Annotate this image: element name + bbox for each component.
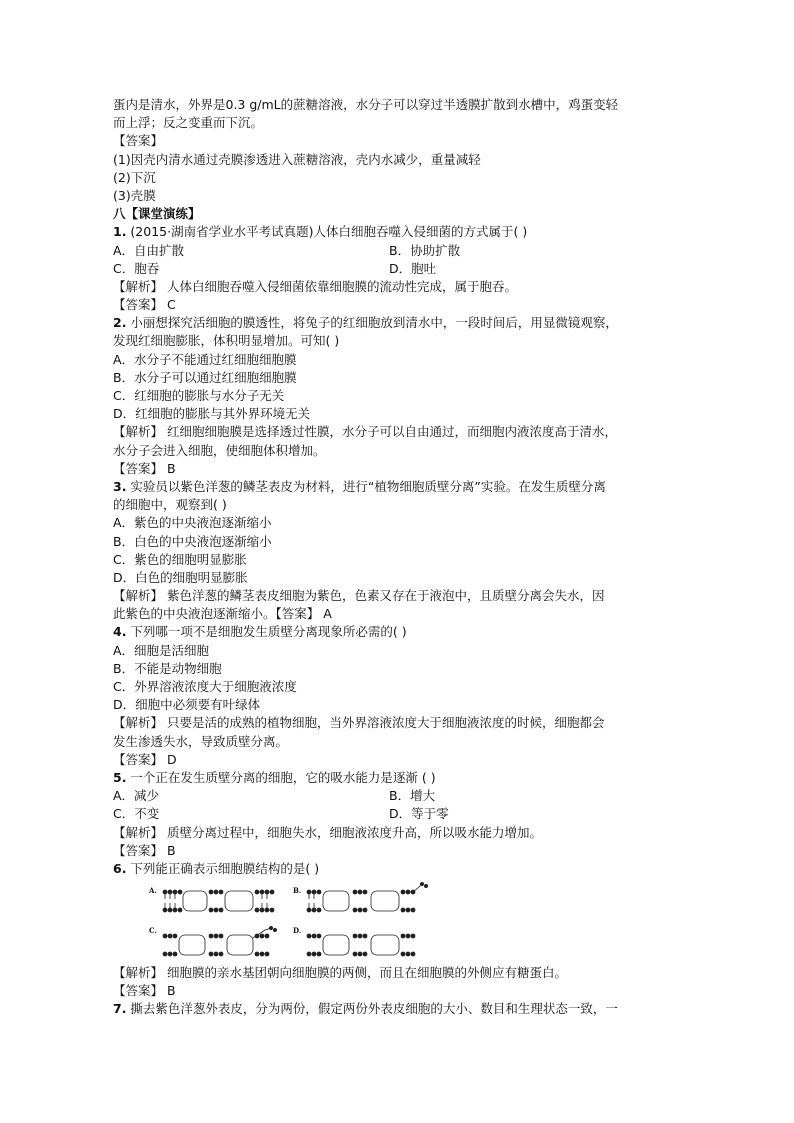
answer-heading: 【答案】 [113, 133, 164, 149]
option: B．白色的中央液泡逐渐缩小 [113, 533, 272, 549]
question-stem: 4. 下列哪一项不是细胞发生质壁分离现象所必需的( ) [113, 624, 407, 640]
question-stem: 的细胞中，观察到( ) [113, 497, 227, 513]
membrane-d-graphic [305, 926, 425, 960]
option: C．不变 [113, 806, 160, 822]
membrane-b-graphic [305, 882, 435, 916]
option: A．紫色的中央液泡逐渐缩小 [113, 515, 272, 531]
option: C．紫色的细胞明显膨胀 [113, 551, 247, 567]
membrane-c-graphic [161, 926, 277, 960]
option: C．胞吞 [113, 260, 160, 276]
membrane-diagram-c: C. [161, 926, 277, 956]
answer-line: (1)因壳内清水通过壳膜渗透进入蔗糖溶液，壳内水减少，重量减轻 [113, 151, 481, 167]
option: B．不能是动物细胞 [113, 660, 222, 676]
analysis: 【解析】 紫色洋葱的鳞茎表皮细胞为紫色，色素又存在于液泡中，且质壁分离会失水，因 [113, 588, 605, 604]
option: B．协助扩散 [389, 242, 461, 258]
option: C．外界溶液浓度大于细胞液浓度 [113, 679, 297, 694]
analysis: 【解析】 细胞膜的亲水基团朝向细胞膜的两侧，而且在细胞膜的外侧应有糖蛋白。 [113, 965, 567, 981]
analysis: 【解析】 只要是活的成熟的植物细胞，当外界溶液浓度大于细胞液浓度的时候，细胞都会 [113, 715, 605, 731]
option: B．增大 [389, 788, 436, 804]
option: D．细胞中必须要有叶绿体 [113, 697, 261, 713]
analysis: 【解析】 人体白细胞吞噬入侵细菌依靠细胞膜的流动性完成，属于胞吞。 [113, 278, 517, 294]
option: A．细胞是活细胞 [113, 642, 210, 658]
question-stem: 7. 撕去紫色洋葱外表皮，分为两份，假定两份外表皮细胞的大小、数目和生理状态一致，一 [113, 1001, 618, 1017]
answer: 【答案】 B [113, 983, 176, 999]
option: D．等于零 [389, 806, 449, 822]
option: A．减少 [113, 788, 160, 804]
option: A．水分子不能通过红细胞细胞膜 [113, 351, 297, 367]
answer: 【答案】 B [113, 842, 176, 858]
answer: 【答案】 D [113, 751, 177, 767]
membrane-diagram-b: B. [305, 882, 421, 912]
question-stem: 2. 小丽想探究活细胞的膜透性，将兔子的红细胞放到清水中，一段时间后，用显微镜观察， [113, 315, 618, 331]
section-heading: 八【课堂演练】 [113, 206, 201, 222]
analysis: 【解析】 质壁分离过程中，细胞失水，细胞液浓度升高，所以吸水能力增加。 [113, 824, 542, 840]
answer: 【答案】 B [113, 460, 176, 476]
option-row [113, 805, 683, 823]
analysis: 此紫色的中央液泡逐渐缩小。【答案】 A [113, 606, 332, 622]
analysis: 【解析】 红细胞细胞膜是选择透过性膜，水分子可以自由通过，而细胞内液浓度高于清水， [113, 424, 617, 440]
text-line: 蛋内是清水，外界是0.3 g/mL的蔗糖溶液，水分子可以穿过半透膜扩散到水槽中，鸡蛋变轻 [113, 97, 619, 112]
answer-line: (2)下沉 [113, 169, 156, 185]
question-stem: 发现红细胞膨胀，体积明显增加。可知( ) [113, 333, 340, 349]
question-stem: 6. 下列能正确表示细胞膜结构的是( ) [113, 860, 320, 876]
answer-line: (3)壳膜 [113, 187, 156, 203]
option-row [113, 260, 683, 278]
membrane-a-graphic [161, 886, 277, 916]
analysis: 水分子会进入细胞，使细胞体积增加。 [113, 442, 326, 458]
option: D．白色的细胞明显膨胀 [113, 569, 248, 585]
option: B．水分子可以通过红细胞细胞膜 [113, 369, 297, 385]
analysis: 发生渗透失水，导致质壁分离。 [113, 733, 289, 749]
option-row [113, 242, 683, 260]
membrane-figure [149, 880, 683, 964]
option: D．胞吐 [389, 260, 437, 276]
answer: 【答案】 C [113, 297, 176, 313]
option-row [113, 787, 683, 805]
membrane-diagram-d: D. [305, 926, 421, 956]
option: C．红细胞的膨胀与水分子无关 [113, 388, 285, 403]
question-stem: 3. 实验员以紫色洋葱的鳞茎表皮为材料，进行“植物细胞质壁分离”实验。在发生质壁分离 [113, 478, 606, 494]
text-line: 而上浮；反之变重而下沉。 [113, 115, 264, 131]
option: A．自由扩散 [113, 242, 185, 258]
option: D．红细胞的膨胀与其外界环境无关 [113, 406, 311, 422]
question-stem: 5. 一个正在发生质壁分离的细胞，它的吸水能力是逐渐 ( ) [113, 769, 436, 785]
question-stem: 1. (2015·湖南省学业水平考试真题)人体白细胞吞噬入侵细菌的方式属于( ) [113, 224, 528, 240]
membrane-diagram-a: A. [161, 886, 277, 916]
document-page [113, 96, 683, 1019]
